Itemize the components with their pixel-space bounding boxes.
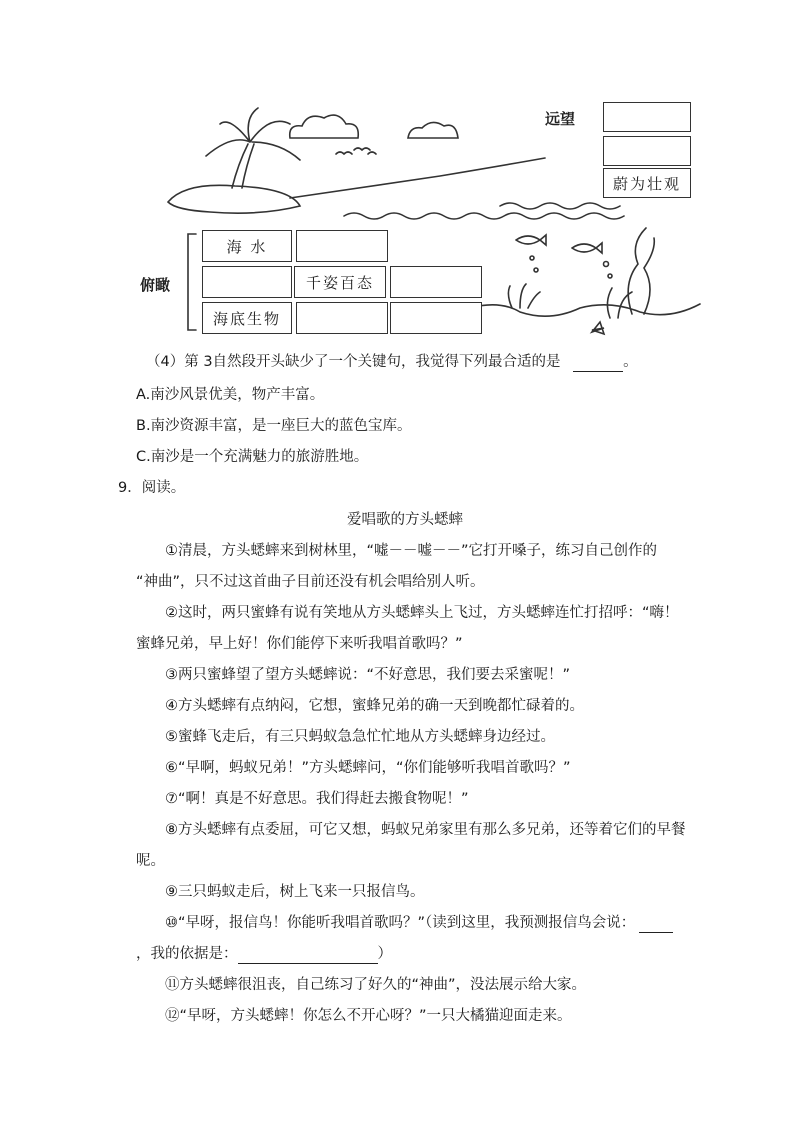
story-line: ⑪方头蟋蟀很沮丧，自己练习了好久的“神曲”，没法展示给大家。: [165, 977, 587, 993]
far-view-box-1: [603, 102, 691, 132]
story-line-basis: [136, 944, 392, 964]
birds: [336, 148, 376, 154]
starfish: [592, 322, 604, 334]
grid-r2c3: [390, 266, 482, 298]
grid-r3c3: [390, 302, 482, 334]
fish-1: [516, 235, 546, 245]
story-line: ④方头蟋蟀有点纳闷，它想，蜜蜂兄弟的确一天到晚都忙碌着的。: [165, 698, 584, 714]
overlook-bracket: [188, 234, 196, 330]
cloud-right: [408, 122, 458, 138]
horizon-line: [290, 158, 545, 198]
q4-answer-blank[interactable]: [573, 355, 623, 372]
wave-1: [344, 213, 624, 219]
palm-trunk: [232, 144, 248, 188]
palm-trunk-right: [242, 144, 254, 188]
story-line-prediction: [165, 913, 673, 933]
seaweed: [628, 228, 654, 314]
basis-blank[interactable]: [238, 947, 378, 964]
far-view-label: 远望: [545, 110, 576, 128]
story-title: 爱唱歌的方头蟋蟀: [347, 512, 463, 528]
grid-r3c1: 海底生物: [202, 302, 292, 334]
far-view-box-2: [603, 136, 691, 166]
story-line: ⑤蜜蜂飞走后，有三只蚂蚁急急忙忙地从方头蟋蟀身边经过。: [165, 729, 555, 745]
story-line: ①清晨，方头蟋蟀来到树林里，“嘘－－嘘－－”它打开嗓子，练习自己创作的: [165, 543, 658, 559]
seabed: [470, 304, 700, 316]
grid-r1c1: 海 水: [202, 230, 292, 262]
wave-2: [500, 203, 620, 209]
fish-2: [572, 243, 602, 253]
q4-stem-text: （4）第 3自然段开头缺少了一个关键句，我觉得下列最合适的是: [146, 354, 561, 370]
story-line: ③两只蜜蜂望了望方头蟋蟀说：“不好意思，我们要去采蜜呢！”: [165, 667, 571, 683]
basis-prompt: ，我的依据是：: [136, 946, 238, 962]
grid-r1c2: [296, 230, 388, 262]
story-line: ⑫“早呀，方头蟋蟀！你怎么不开心呀？”一只大橘猫迎面走来。: [165, 1008, 572, 1024]
story-line: ②这时，两只蜜蜂有说有笑地从方头蟋蟀头上飞过，方头蟋蟀连忙打招呼：“嗨！: [165, 605, 679, 621]
reading-illustration: [140, 94, 705, 344]
q4-stem: [146, 352, 638, 372]
story-line: 呢。: [136, 853, 165, 869]
basis-close: ）: [377, 946, 392, 962]
story-line: “神曲”，只不过这首曲子目前还没有机会唱给别人听。: [136, 574, 485, 590]
story-line: ⑥“早啊，蚂蚁兄弟！”方头蟋蟀问，“你们能够听我唱首歌吗？”: [165, 760, 571, 776]
grid-r2c2: 千姿百态: [294, 266, 386, 298]
story-line: ⑨三只蚂蚁走后，树上飞来一只报信鸟。: [165, 884, 425, 900]
prediction-prompt: ⑩“早呀，报信鸟！你能听我唱首歌吗？”（读到这里，我预测报信鸟会说：: [165, 915, 636, 931]
q4-option-b: B.南沙资源丰富，是一座巨大的蓝色宝库。: [136, 418, 412, 434]
story-line: ⑧方头蟋蟀有点委屈，可它又想，蚂蚁兄弟家里有那么多兄弟，还等着它们的早餐: [165, 822, 686, 838]
far-view-box-3: 蔚为壮观: [603, 168, 691, 198]
q4-stem-end: 。: [623, 354, 638, 370]
cloud-left: [290, 115, 359, 138]
q4-option-c: C.南沙是一个充满魅力的旅游胜地。: [136, 449, 369, 465]
coral-left: [508, 284, 540, 308]
overlook-label: 俯瞰: [140, 276, 171, 294]
grid-r2c1: [202, 266, 292, 298]
prediction-blank[interactable]: [639, 916, 673, 933]
q4-option-a: A.南沙风景优美，物产丰富。: [136, 387, 325, 403]
story-line: ⑦“啊！真是不好意思。我们得赶去搬食物呢！”: [165, 791, 469, 807]
q9-number: 9．阅读。: [118, 480, 186, 496]
palm-leaves: [206, 108, 300, 160]
island-shape: [168, 185, 300, 213]
grid-r3c2: [296, 302, 388, 334]
story-line: 蜜蜂兄弟，早上好！你们能停下来听我唱首歌吗？”: [136, 636, 463, 652]
